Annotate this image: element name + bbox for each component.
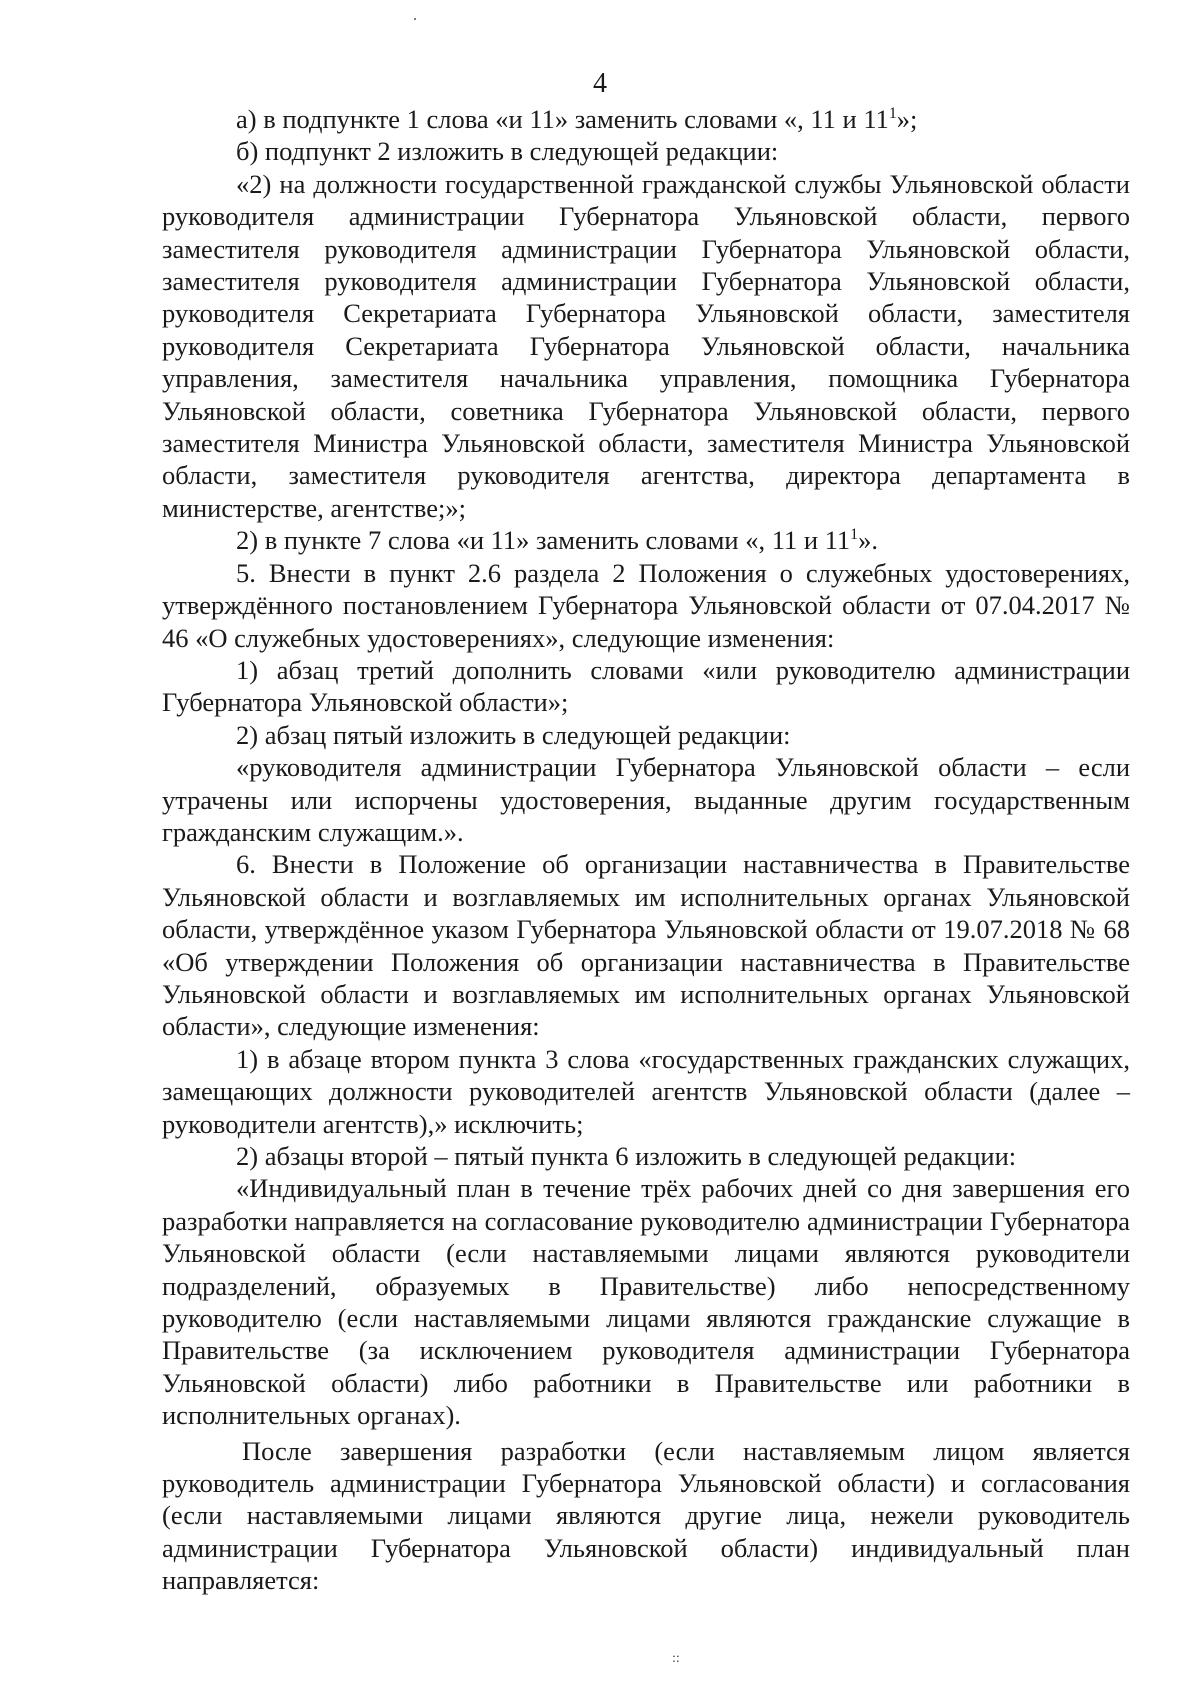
paragraph-item-5-1: 1) абзац третий дополнить словами «или руководителю администрации Губернатора Ульяновской области»; bbox=[162, 654, 1130, 718]
document-body bbox=[162, 103, 1130, 1597]
paragraph-point-2: 2) в пункте 7 слова «и 11» заменить словами «, 11 и $11^1$». bbox=[236, 525, 878, 556]
paragraph-item-6-2: 2) абзацы второй – пятый пункта 6 изложить в следующей редакции: bbox=[236, 1141, 1017, 1171]
paragraph-item-6-1: 1) в абзаце втором пункта 3 слова «государственных гражданских служащих, замещающих должности руководителей агентств Ульяновской области (далее – руководители агентств),» исключить; bbox=[162, 1043, 1130, 1139]
scan-mark: :: bbox=[672, 1651, 680, 1666]
paragraph-item-5-quote: «руководителя администрации Губернатора Ульяновской области – если утрачены или испорчены удостоверения, выданные другим государственным гражданским служащим.». bbox=[162, 752, 1130, 847]
page-number: 4 bbox=[593, 68, 607, 99]
paragraph-item-5-2: 2) абзац пятый изложить в следующей редакции: bbox=[236, 719, 791, 750]
paragraph-a: а) в подпункте 1 слова «и 11» заменить словами «, 11 и $11^1$»; bbox=[236, 104, 918, 134]
paragraph-item-6-quote-2: После завершения разработки (если наставляемым лицом является руководитель администрации Губернатора Ульяновской области) и согласования (если наставляемыми лицами являются другие лица, нежели руководитель администрации Губернатора Ульяновской области) индивидуальный план направляется: bbox=[162, 1435, 1130, 1596]
paragraph-quote-2: «2) на должности государственной гражданской службы Ульяновской области руководителя администрации Губернатора Ульяновской области, первого заместителя руководителя администрации Губернатора Ульяновской области, заместителя руководителя администрации Губернатора Ульяновской области, руководителя Секретариата Губернатора Ульяновской области, заместителя руководителя Секретариата Губернатора Ульяновской области, начальника управления, заместителя начальника управления, помощника Губернатора Ульяновской области, советника Губернатора Ульяновской области, первого заместителя Министра Ульяновской области, заместителя Министра Ульяновской области, заместителя руководителя агентства, директора департамента в министерстве, агентстве;»; bbox=[162, 168, 1130, 523]
paragraph-item-5: 5. Внести в пункт 2.6 раздела 2 Положения о служебных удостоверениях, утверждённого постановлением Губернатора Ульяновской области от 07.04.2017 № 46 «О служебных удостоверениях», следующие изменения: bbox=[162, 557, 1130, 653]
paragraph-b: б) подпункт 2 изложить в следующей редакции: bbox=[236, 136, 779, 167]
paragraph-item-6-quote-1: «Индивидуальный план в течение трёх рабочих дней со дня завершения его разработки направляется на согласование руководителю администрации Губернатора Ульяновской области (если наставляемыми лицами являются руководители подразделений, образуемых в Правительстве) либо непосредственному руководителю (если наставляемыми лицами являются гражданские служащие в Правительстве (за исключением руководителя администрации Губернатора Ульяновской области) либо работники в Правительстве или работники в исполнительных органах). bbox=[162, 1173, 1130, 1431]
paragraph-item-6: 6. Внести в Положение об организации наставничества в Правительстве Ульяновской области и возглавляемых им исполнительных органах Ульяновской области, утверждённое указом Губернатора Ульяновской области от 19.07.2018 № 68 «Об утверждении Положения об организации наставничества в Правительстве Ульяновской области и возглавляемых им исполнительных органах Ульяновской области», следующие изменения: bbox=[162, 849, 1130, 1042]
scan-dot bbox=[414, 18, 416, 20]
